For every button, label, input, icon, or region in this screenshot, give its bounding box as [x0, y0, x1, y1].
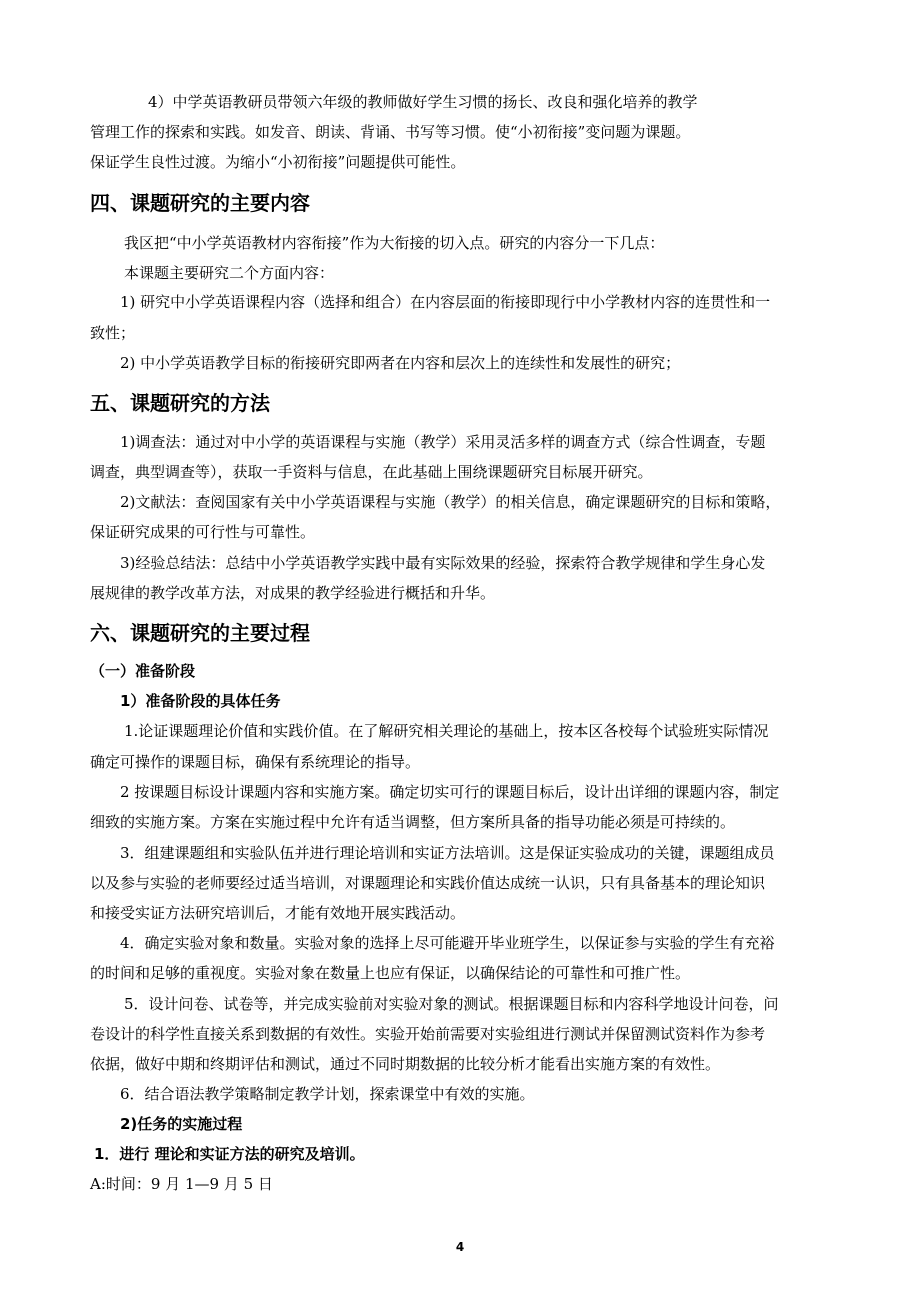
list-item: 2)文献法：查阅国家有关中小学英语课程与实施（教学）的相关信息，确定课题研究的目标和策略，: [120, 493, 781, 511]
list-item: 1)调查法：通过对中小学的英语课程与实施（教学）采用灵活多样的调查方式（综合性调查，专题: [120, 433, 766, 451]
text-line: 4）中学英语教研员带领六年级的教师做好学生习惯的扬长、改良和强化培养的教学: [148, 93, 698, 111]
text-line: 和接受实证方法研究培训后，才能有效地开展实践活动。: [90, 904, 466, 922]
subheading-tasks: 1）准备阶段的具体任务: [120, 692, 281, 710]
list-item: 2 按课题目标设计课题内容和实施方案。确定切实可行的课题目标后，设计出详细的课题内容，制定: [120, 783, 780, 801]
text-line: 卷设计的科学性直接关系到数据的有效性。实验开始前需要对实验组进行测试并保留测试资料作为参考: [90, 1025, 766, 1043]
list-item: 4．确定实验对象和数量。实验对象的选择上尽可能避开毕业班学生，以保证参与实验的学生有充裕: [120, 934, 775, 952]
text-line: 的时间和足够的重视度。实验对象在数量上也应有保证，以确保结论的可靠性和可推广性。: [90, 964, 691, 982]
list-item: 6．结合语法教学策略制定教学计划，探索课堂中有效的实施。: [120, 1085, 535, 1103]
list-item: 2) 中小学英语教学目标的衔接研究即两者在内容和层次上的连续性和发展性的研究；: [120, 354, 681, 372]
section-heading-content: 四、课题研究的主要内容: [90, 191, 310, 215]
text-line: 确定可操作的课题目标，确保有系统理论的指导。: [90, 753, 421, 771]
text-line: 保证学生良性过渡。为缩小“小初衔接”问题提供可能性。: [90, 153, 466, 171]
section-heading-process: 六、课题研究的主要过程: [90, 621, 310, 645]
text-line: 保证研究成果的可行性与可靠性。: [90, 523, 316, 541]
text-line: 依据，做好中期和终期评估和测试，通过不同时期数据的比较分析才能看出实施方案的有效性。: [90, 1055, 721, 1073]
list-item: 3)经验总结法：总结中小学英语教学实践中最有实际效果的经验，探索符合教学规律和学生身心发: [120, 554, 766, 572]
section-heading-methods: 五、课题研究的方法: [90, 391, 270, 415]
text-line: 细致的实施方案。方案在实施过程中允许有适当调整，但方案所具备的指导功能必须是可持续的。: [90, 813, 736, 831]
list-item: 3．组建课题组和实验队伍并进行理论培训和实证方法培训。这是保证实验成功的关键，课题组成员: [120, 844, 775, 862]
subheading-implementation: 2)任务的实施过程: [120, 1115, 243, 1133]
text-line: 展规律的教学改革方法，对成果的教学经验进行概括和升华。: [90, 584, 496, 602]
subheading-preparation: （一）准备阶段: [90, 662, 196, 680]
text-line: 我区把“中小学英语教材内容衔接”作为大衔接的切入点。研究的内容分一下几点：: [124, 234, 665, 252]
text-line: 以及参与实验的老师要经过适当培训，对课题理论和实践价值达成统一认识，只有具备基本的理论知识: [90, 874, 766, 892]
page-number: 4: [455, 1240, 465, 1254]
list-item: 1) 研究中小学英语课程内容（选择和组合）在内容层面的衔接即现行中小学教材内容的连贯性和一: [120, 293, 771, 311]
list-item: 5．设计问卷、试卷等，并完成实验前对实验对象的测试。根据课题目标和内容科学地设计问卷，问: [124, 995, 779, 1013]
text-line: 调查，典型调查等），获取一手资料与信息，在此基础上围绕课题研究目标展开研究。: [90, 463, 653, 481]
text-line: 管理工作的探索和实践。如发音、朗读、背诵、书写等习惯。使“小初衔接”变问题为课题。: [90, 123, 691, 141]
step-heading: 1．进行 理论和实证方法的研究及培训。: [94, 1145, 365, 1163]
text-line: 致性；: [90, 324, 136, 342]
list-item: 1.论证课题理论价值和实践价值。在了解研究相关理论的基础上，按本区各校每个试验班实际情况: [124, 722, 769, 740]
step-time: A:时间：9 月 1—9 月 5 日: [90, 1175, 273, 1193]
text-line: 本课题主要研究二个方面内容：: [124, 264, 335, 282]
